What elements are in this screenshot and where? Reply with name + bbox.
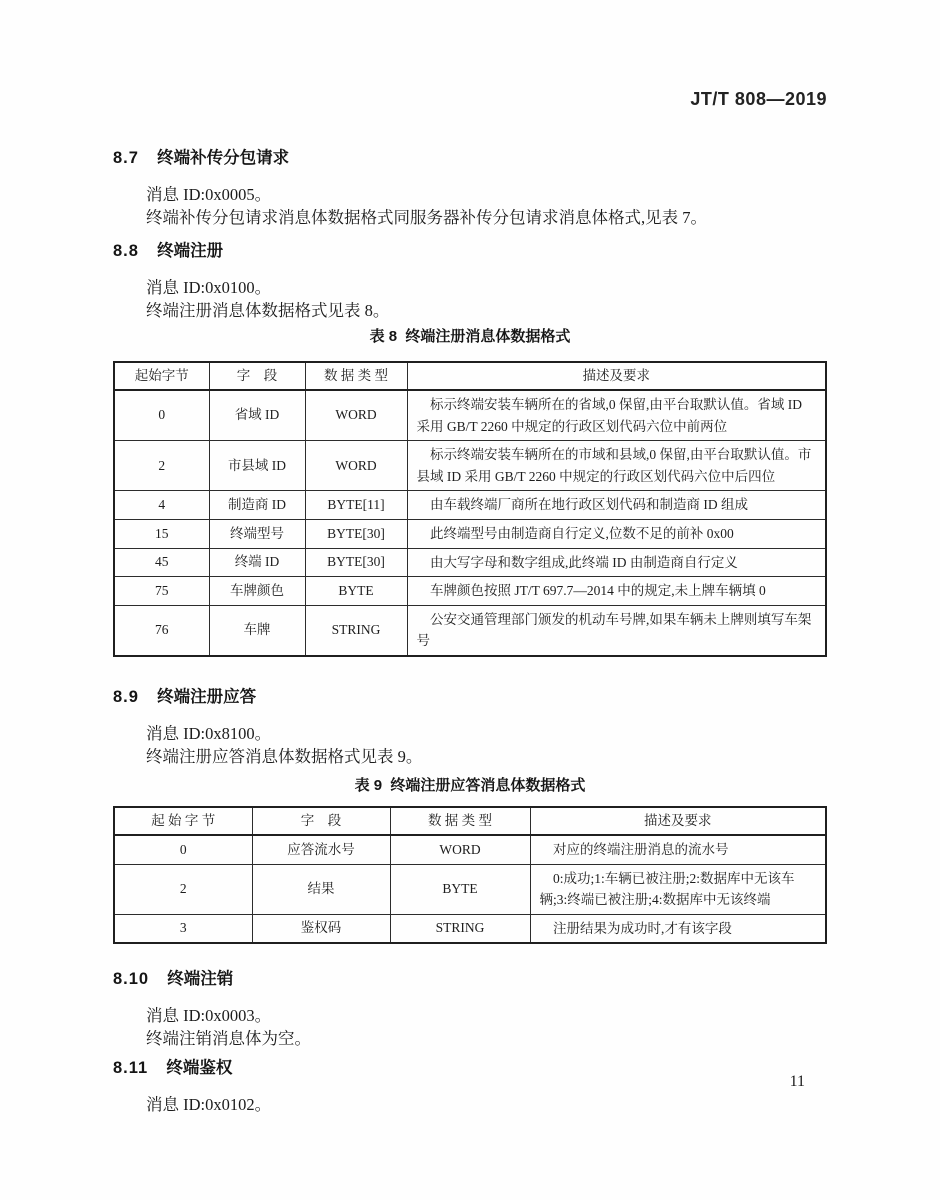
section-number: 8.8	[113, 242, 139, 260]
cell-start-byte: 15	[114, 519, 209, 548]
section-heading-8-11	[113, 1058, 827, 1078]
table8-caption	[113, 327, 827, 347]
section-title: 终端注册应答	[157, 687, 257, 706]
cell-field: 制造商 ID	[209, 491, 305, 520]
table9-title: 终端注册应答消息体数据格式	[390, 776, 586, 794]
table9-caption	[113, 776, 827, 796]
cell-field: 鉴权码	[252, 914, 390, 943]
table8-header-description: 描述及要求	[407, 362, 826, 390]
cell-description: 标示终端安装车辆所在的市域和县域,0 保留,由平台取默认值。市县域 ID 采用 GB/T 2260 中规定的行政区划代码六位中后四位	[407, 441, 826, 491]
table8-header-row	[114, 362, 826, 390]
section-title: 终端注册	[157, 242, 224, 260]
table8-label: 表 8	[369, 328, 398, 345]
table-row	[114, 548, 826, 577]
section-title: 终端鉴权	[166, 1059, 233, 1078]
table9-header-start-byte: 起 始 字 节	[114, 807, 252, 835]
table-row	[114, 577, 826, 606]
cell-field: 车牌颜色	[209, 577, 305, 606]
table9-header-row	[114, 807, 826, 835]
paragraph-message-id-0x0003: 消息 ID:0x0003。	[146, 1006, 272, 1026]
table-row	[114, 835, 826, 864]
cell-description: 注册结果为成功时,才有该字段	[530, 914, 826, 943]
cell-start-byte: 0	[114, 835, 252, 864]
cell-start-byte: 76	[114, 605, 209, 656]
section-heading-8-8	[113, 241, 827, 261]
section-number: 8.10	[113, 970, 150, 989]
table9-header-field: 字 段	[252, 807, 390, 835]
paragraph-message-id-0x8100: 消息 ID:0x8100。	[146, 723, 272, 743]
page-content	[0, 88, 940, 1116]
cell-field: 应答流水号	[252, 835, 390, 864]
cell-start-byte: 75	[114, 577, 209, 606]
paragraph-8-10-body: 终端注销消息体为空。	[146, 1029, 311, 1049]
table9-header-data-type: 数 据 类 型	[390, 807, 530, 835]
paragraph-8-7-body: 终端补传分包请求消息体数据格式同服务器补传分包请求消息体格式,见表 7。	[146, 208, 707, 227]
table8-header-start-byte: 起始字节	[114, 362, 209, 390]
section-number: 8.9	[113, 687, 139, 706]
section-number: 8.11	[113, 1059, 149, 1078]
cell-data-type: WORD	[305, 441, 407, 491]
cell-description: 由车载终端厂商所在地行政区划代码和制造商 ID 组成	[407, 491, 826, 520]
cell-field: 车牌	[209, 605, 305, 656]
paragraph-8-8-body: 终端注册消息体数据格式见表 8。	[146, 301, 390, 320]
cell-field: 结果	[252, 864, 390, 914]
cell-start-byte: 0	[114, 390, 209, 441]
section-heading-8-9	[113, 687, 827, 707]
table9-register-response-format	[113, 806, 827, 944]
cell-start-byte: 2	[114, 864, 252, 914]
page-number: 11	[789, 1073, 805, 1090]
table-row	[114, 914, 826, 943]
cell-data-type: BYTE[30]	[305, 548, 407, 577]
cell-description: 公安交通管理部门颁发的机动车号牌,如果车辆未上牌则填写车架号	[407, 605, 826, 656]
cell-data-type: BYTE	[305, 577, 407, 606]
section-title: 终端补传分包请求	[157, 149, 290, 167]
table-row	[114, 605, 826, 656]
document-code-header: JT/T 808—2019	[690, 89, 827, 109]
table9-label: 表 9	[354, 776, 383, 794]
cell-data-type: STRING	[305, 605, 407, 656]
cell-description: 0:成功;1:车辆已被注册;2:数据库中无该车辆;3:终端已被注册;4:数据库中无该终端	[530, 864, 826, 914]
cell-description: 车牌颜色按照 JT/T 697.7—2014 中的规定,未上牌车辆填 0	[407, 577, 826, 606]
table-row	[114, 390, 826, 441]
table8-header-field: 字 段	[209, 362, 305, 390]
table-row	[114, 491, 826, 520]
cell-data-type: WORD	[305, 390, 407, 441]
cell-data-type: BYTE[11]	[305, 491, 407, 520]
cell-data-type: BYTE	[390, 864, 530, 914]
table-row	[114, 864, 826, 914]
cell-field: 终端 ID	[209, 548, 305, 577]
cell-description: 由大写字母和数字组成,此终端 ID 由制造商自行定义	[407, 548, 826, 577]
cell-data-type: STRING	[390, 914, 530, 943]
cell-start-byte: 4	[114, 491, 209, 520]
paragraph-8-9-body: 终端注册应答消息体数据格式见表 9。	[146, 746, 423, 766]
cell-start-byte: 45	[114, 548, 209, 577]
cell-field: 市县域 ID	[209, 441, 305, 491]
section-number: 8.7	[113, 149, 139, 167]
cell-field: 终端型号	[209, 519, 305, 548]
cell-start-byte: 2	[114, 441, 209, 491]
paragraph-message-id-0x0100: 消息 ID:0x0100。	[146, 278, 272, 297]
cell-data-type: BYTE[30]	[305, 519, 407, 548]
cell-data-type: WORD	[390, 835, 530, 864]
table-row	[114, 441, 826, 491]
cell-description: 对应的终端注册消息的流水号	[530, 835, 826, 864]
table8-title: 终端注册消息体数据格式	[405, 328, 571, 345]
section-heading-8-7	[113, 148, 827, 168]
table8-header-data-type: 数 据 类 型	[305, 362, 407, 390]
table-row	[114, 519, 826, 548]
cell-start-byte: 3	[114, 914, 252, 943]
section-heading-8-10	[113, 969, 827, 989]
paragraph-message-id-0x0005: 消息 ID:0x0005。	[146, 185, 272, 204]
table8-terminal-register-format	[113, 361, 827, 657]
cell-field: 省域 ID	[209, 390, 305, 441]
section-title: 终端注销	[167, 970, 234, 989]
paragraph-message-id-0x0102: 消息 ID:0x0102。	[146, 1095, 272, 1115]
table9-header-description: 描述及要求	[530, 807, 826, 835]
cell-description: 标示终端安装车辆所在的省域,0 保留,由平台取默认值。省域 ID 采用 GB/T 2260 中规定的行政区划代码六位中前两位	[407, 390, 826, 441]
cell-description: 此终端型号由制造商自行定义,位数不足的前补 0x00	[407, 519, 826, 548]
